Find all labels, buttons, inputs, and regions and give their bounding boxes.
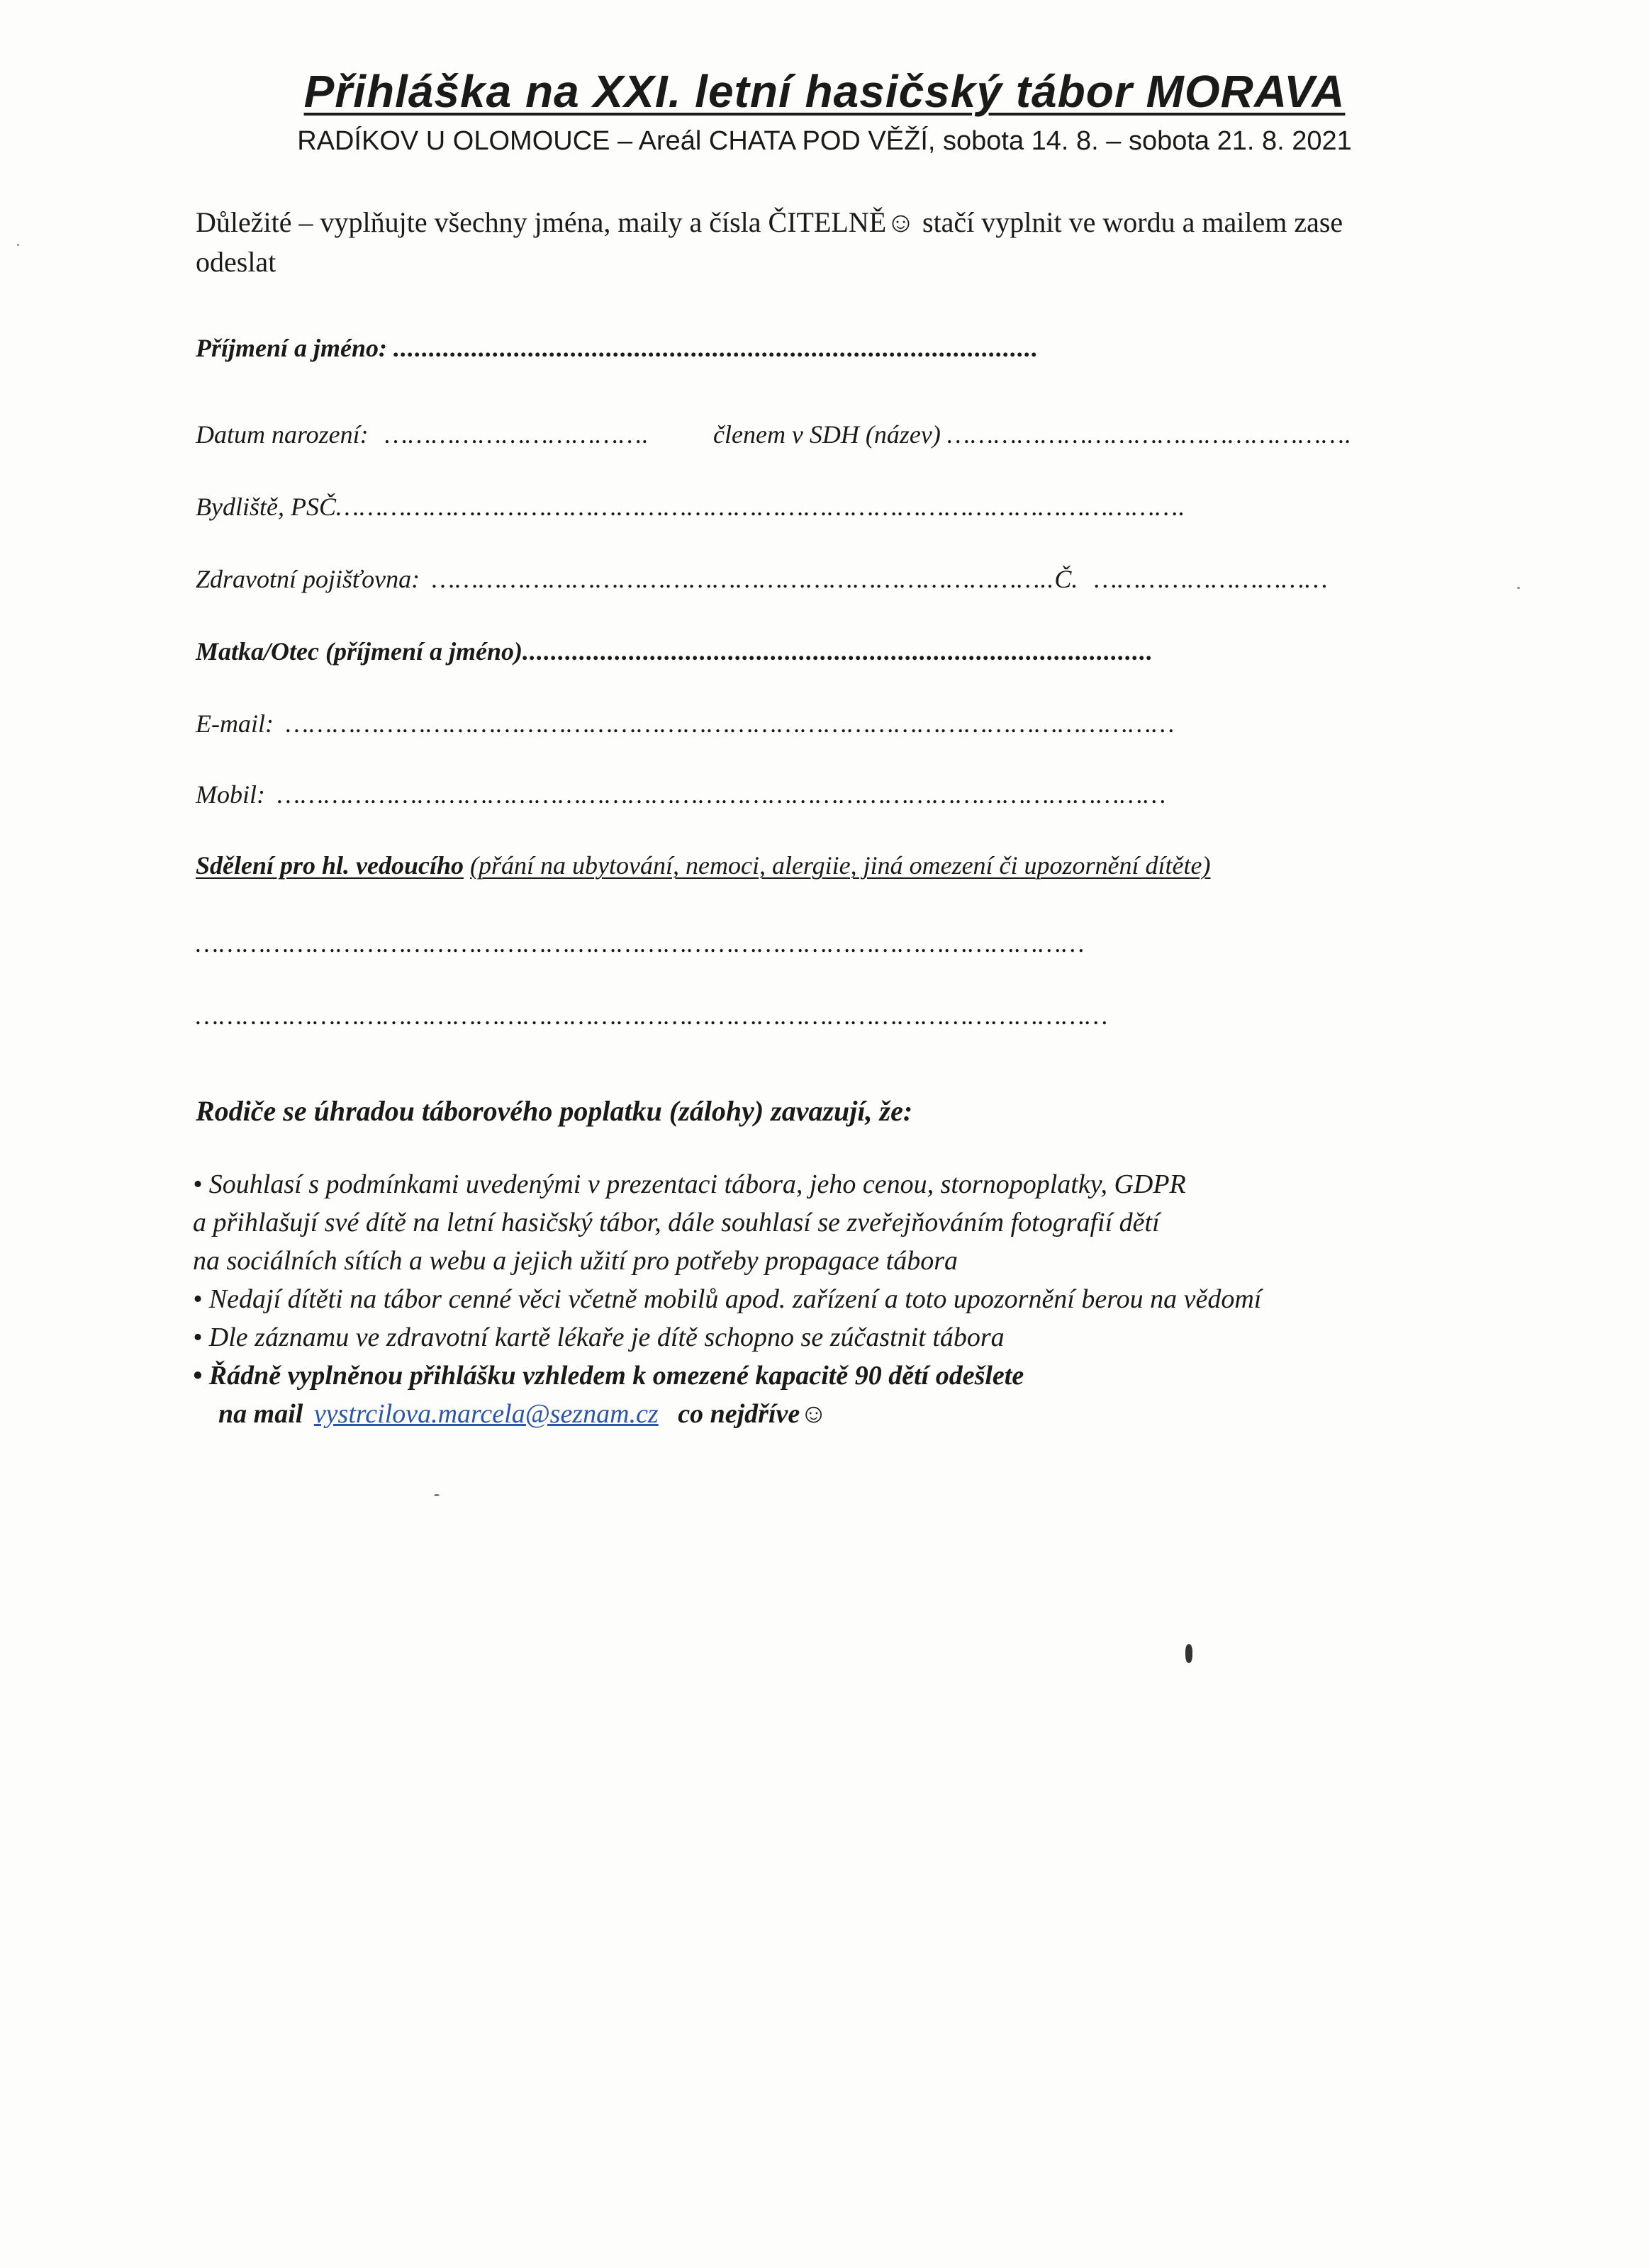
name-field[interactable]: ...........................................................................................	[393, 334, 1039, 362]
parent-field[interactable]: .........................................................................................	[522, 637, 1153, 666]
address-field[interactable]: ……………………………………………………………………………………………….	[335, 493, 1186, 521]
contact-email-link[interactable]: vystrcilova.marcela@seznam.cz	[313, 1399, 659, 1429]
address-label: Bydliště, PSČ	[196, 493, 336, 521]
address-row	[196, 492, 1185, 522]
dob-label: Datum narození:	[196, 420, 369, 449]
insurance-field[interactable]: ……………………………………………………………………..	[432, 565, 1055, 593]
insurance-label: Zdravotní pojišťovna:	[196, 565, 420, 593]
sdh-field[interactable]: …………………………………………….	[946, 420, 1353, 449]
terms-item-2: • Nedají dítěti na tábor cenné věci včetně mobilů apod. zařízení a toto upozornění berou na vědomí	[193, 1284, 1262, 1314]
scan-speck	[1185, 1644, 1192, 1663]
mobile-row	[196, 780, 1166, 809]
mobile-label: Mobil:	[196, 780, 265, 809]
name-row	[196, 333, 1039, 363]
insurance-row	[196, 564, 1328, 594]
terms-heading: Rodiče se úhradou táborového poplatku (zálohy) zavazují, že:	[196, 1095, 913, 1127]
parent-row	[196, 636, 1153, 666]
message-label: Sdělení pro hl. vedoucího	[196, 851, 464, 880]
terms-item-1-line-3: na sociálních sítích a webu a jejich užití pro potřeby propagace tábora	[193, 1246, 958, 1276]
email-field[interactable]: ……………………………………………………………………………………………………	[285, 709, 1175, 738]
name-label: Příjmení a jméno:	[196, 334, 387, 362]
terms-item-4-line-1: • Řádně vyplněnou přihlášku vzhledem k omezené kapacitě 90 dětí odešlete	[193, 1361, 1024, 1391]
terms-item-3: • Dle záznamu ve zdravotní kartě lékaře je dítě schopno se zúčastnit tábora	[193, 1323, 1005, 1352]
message-line-1[interactable]: ……………………………………………………………………………………………………	[196, 929, 1085, 958]
message-hint: (přání na ubytování, nemoci, alergiie, jiná omezení či upozornění dítěte)	[470, 851, 1211, 880]
message-line-2[interactable]: ………………………………………………………………………………………………………	[196, 1001, 1109, 1030]
dob-field[interactable]: …………………………….	[384, 420, 649, 449]
email-row	[196, 709, 1175, 739]
sdh-label: členem v SDH (název)	[713, 420, 941, 449]
mobile-field[interactable]: ……………………………………………………………………………………………………	[276, 780, 1167, 809]
insurance-number-label: Č.	[1054, 565, 1078, 593]
event-location-dates: RADÍKOV U OLOMOUCE – Areál CHATA POD VĚŽÍ, sobota 14. 8. – sobota 21. 8. 2021	[297, 126, 1352, 156]
terms-item-1-line-2: a přihlašují své dítě na letní hasičský tábor, dále souhlasí se zveřejňováním fotografií dětí	[193, 1208, 1160, 1237]
email-label: E-mail:	[196, 709, 274, 738]
insurance-number-field[interactable]: …………………………	[1094, 565, 1329, 593]
message-row	[196, 850, 1211, 880]
scan-speck	[434, 1494, 440, 1496]
send-asap-suffix: co nejdříve☺	[678, 1399, 828, 1429]
dob-row	[196, 420, 649, 449]
terms-item-1-line-1: • Souhlasí s podmínkami uvedenými v prezentaci tábora, jeho cenou, stornopoplatky, GDPR	[193, 1169, 1186, 1199]
fill-in-notice: Důležité – vyplňujte všechny jména, maily a čísla ČITELNĚ☺ stačí vyplnit ve wordu a mailem zase odeslat	[196, 206, 1343, 278]
parent-label: Matka/Otec (příjmení a jméno)	[196, 637, 522, 666]
terms-item-4-line-2	[193, 1395, 1261, 1433]
sdh-row	[713, 420, 1352, 449]
send-to-prefix: na mail	[218, 1399, 303, 1429]
form-title: Přihláška na XXI. letní hasičský tábor MORAVA	[303, 66, 1346, 117]
scan-speck	[17, 244, 19, 246]
terms-list	[193, 1165, 1261, 1433]
scan-speck	[1517, 587, 1520, 589]
